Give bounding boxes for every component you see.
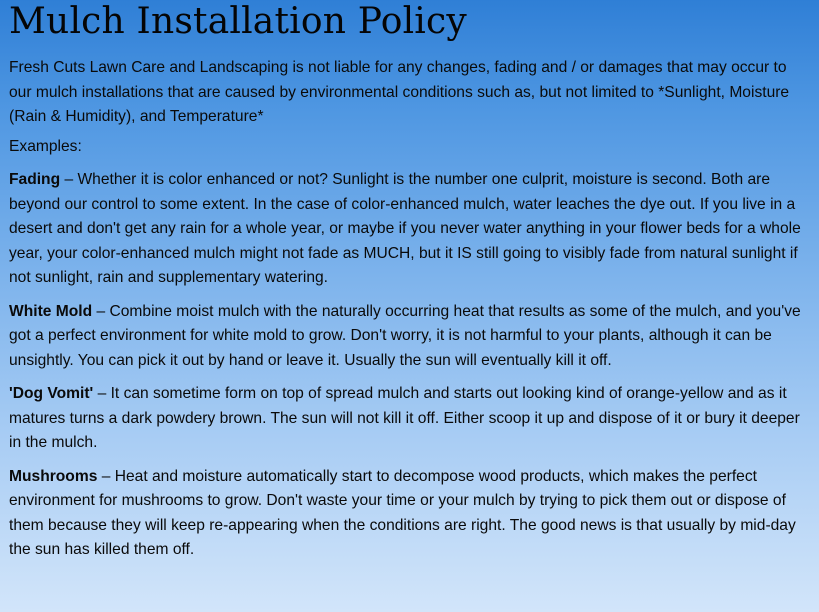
section-mushrooms (9, 465, 811, 563)
section-term: Mushrooms (9, 467, 98, 485)
section-term: 'Dog Vomit' (9, 385, 94, 402)
section-term: White Mold (9, 302, 93, 320)
section-term: Fading (9, 171, 61, 188)
section-text: – Heat and moisture automatically start to decompose wood products, which makes the perfect environment for mushrooms to grow. Don't waste your time or your mulch by trying to pick them out or dispose of them because they will keep re-appearing when the conditions are right. The good news is that usually by mid-day the sun has killed them off. (9, 467, 796, 558)
intro-paragraph: Fresh Cuts Lawn Care and Landscaping is not liable for any changes, fading and / or damages that may occur to our mulch installations that are caused by environmental conditions such as, but not limited to *Sunlight, Moisture (Rain & Humidity), and Temperature* (9, 59, 790, 125)
examples-label: Examples: (9, 137, 82, 155)
section-white-mold (9, 300, 811, 374)
section-text: – Whether it is color enhanced or not? Sunlight is the number one culprit, moisture is second. Both are beyond our control to some extent. In the case of color-enhanced mulch, water leaches the dye out. If you live in a desert and don't get any rain for a whole year, or maybe if you never water anything in your flower beds for a whole year, your color-enhanced mulch might not fade as MUCH, but it IS still going to visibly fade from natural sunlight if not sunlight, rain and supplementary watering. (9, 171, 801, 286)
section-dog-vomit (9, 382, 811, 456)
page-title: Mulch Installation Policy (9, 1, 467, 42)
policy-page (9, 0, 811, 563)
section-fading (9, 168, 811, 291)
section-text: – Combine moist mulch with the naturally occurring heat that results as some of the mulch, and you've got a perfect environment for white mold to grow. Don't worry, it is not harmful to your plants, although it can be unsightly. You can pick it out by hand or leave it. Usually the sun will eventually kill it off. (9, 302, 801, 369)
section-text: – It can sometime form on top of spread mulch and starts out looking kind of orange-yellow and as it matures turns a dark powdery brown. The sun will not kill it off. Either scoop it up and dispose of it or bury it deeper in the mulch. (9, 385, 800, 451)
